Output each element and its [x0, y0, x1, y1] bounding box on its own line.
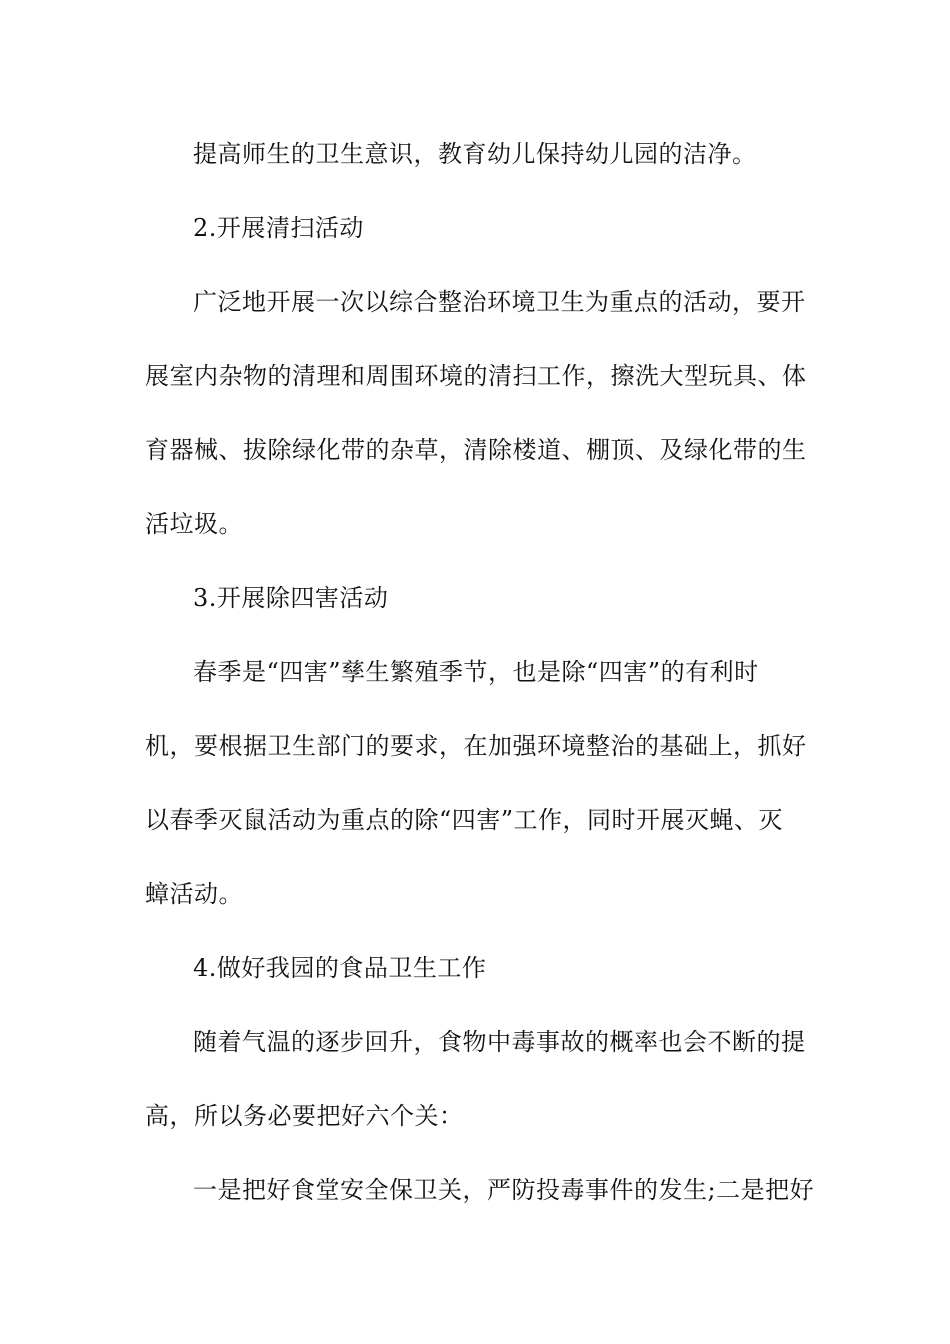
text-line: 机，要根据卫生部门的要求，在加强环境整治的基础上，抓好	[145, 732, 807, 760]
paragraph-four-pests	[145, 647, 807, 919]
heading-food-hygiene	[145, 943, 807, 993]
text-line: 活垃圾。	[145, 510, 243, 538]
heading-four-pests	[145, 573, 807, 623]
paragraph-six-checkpoints	[145, 1165, 815, 1215]
document-body	[145, 129, 815, 1215]
text-line: 一是把好食堂安全保卫关，严防投毒事件的发生;二是把好	[193, 1176, 815, 1204]
text-line: 蟑活动。	[145, 880, 243, 908]
section-heading: 4.做好我园的食品卫生工作	[193, 954, 487, 982]
text-line: 高，所以务必要把好六个关：	[145, 1102, 464, 1130]
heading-cleaning-activity	[145, 203, 807, 253]
text-line: 春季是“四害”孳生繁殖季节，也是除“四害”的有利时	[193, 658, 759, 686]
text-line: 随着气温的逐步回升，食物中毒事故的概率也会不断的提	[193, 1028, 806, 1056]
paragraph-food-hygiene	[145, 1017, 807, 1141]
section-heading: 3.开展除四害活动	[193, 584, 389, 612]
text-line: 展室内杂物的清理和周围环境的清扫工作，擦洗大型玩具、体	[145, 362, 807, 390]
text-line: 提高师生的卫生意识，教育幼儿保持幼儿园的洁净。	[193, 140, 757, 168]
paragraph-cleaning-activity	[145, 277, 807, 549]
paragraph-hygiene-awareness	[145, 129, 807, 179]
section-heading: 2.开展清扫活动	[193, 214, 364, 242]
text-line: 以春季灭鼠活动为重点的除“四害”工作，同时开展灭蝇、灭	[145, 806, 784, 834]
text-line: 育器械、拔除绿化带的杂草，清除楼道、棚顶、及绿化带的生	[145, 436, 807, 464]
text-line: 广泛地开展一次以综合整治环境卫生为重点的活动，要开	[193, 288, 806, 316]
